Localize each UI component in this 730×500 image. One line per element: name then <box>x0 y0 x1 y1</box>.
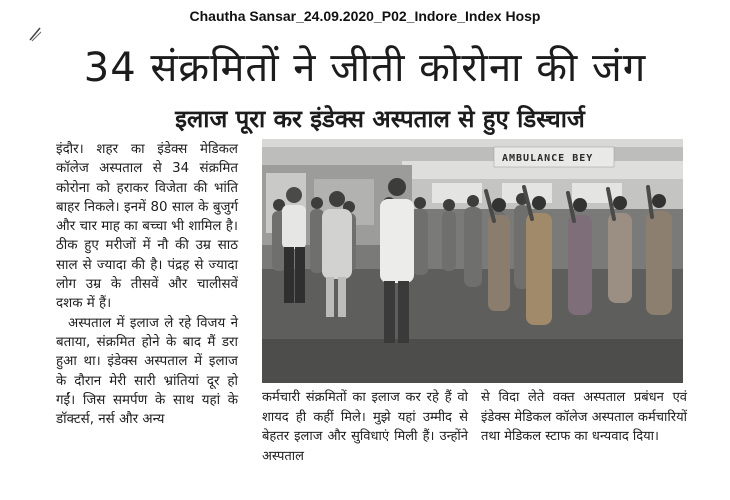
article-column-2: कर्मचारी संक्रमितों का इलाज कर रहे हैं वो शायद ही कहीं मिले। मुझे यहां उम्मीद से बेहतर इलाज और सुविधाएं मिली हैं। उन्होंने अस्पताल <box>262 390 468 464</box>
subheadline: इलाज पूरा कर इंडेक्स अस्पताल से हुए डिस्चार्ज <box>175 105 585 133</box>
news-photo <box>262 139 683 383</box>
clipping-caption: Chautha Sansar_24.09.2020_P02_Indore_Index Hosp <box>189 8 541 24</box>
article-column-3: से विदा लेते वक्त अस्पताल प्रबंधन एवं इंडेक्स मेडिकल कॉलेज अस्पताल कर्मचारियों तथा मेडिकल स्टाफ का धन्यवाद दिया। <box>481 390 687 444</box>
ambulance-bay-sign: AMBULANCE BEY <box>502 153 594 164</box>
article-paragraph-1: इंदौर। शहर का इंडेक्स मेडिकल कॉलेज अस्पताल से 34 संक्रमित कोरोना को हराकर विजेता की भांति बाहर निकले। इनमें 80 साल के बुजुर्ग और चार माह का बच्चा भी शामिल है। ठीक हुए मरीजों में नौ की उम्र साठ साल से ज्यादा की है। पंद्रह से ज्यादा लोग उम्र के तीसवें और चालीसवें दशक में हैं। <box>56 142 238 312</box>
article-column-1 <box>56 140 238 429</box>
article-paragraph-2: अस्पताल में इलाज ले रहे विजय ने बताया, संक्रमित होने के बाद मैं डरा हुआ था। इंडेक्स अस्पताल में इलाज के दौरान मेरी सारी भ्रांतियां दूर हो गईं। जिस समर्पण के साथ यहां के डॉक्टर्स, नर्स और अन्य <box>56 315 238 428</box>
headline: 34 संक्रमितों ने जीती कोरोना की जंग <box>83 45 647 91</box>
